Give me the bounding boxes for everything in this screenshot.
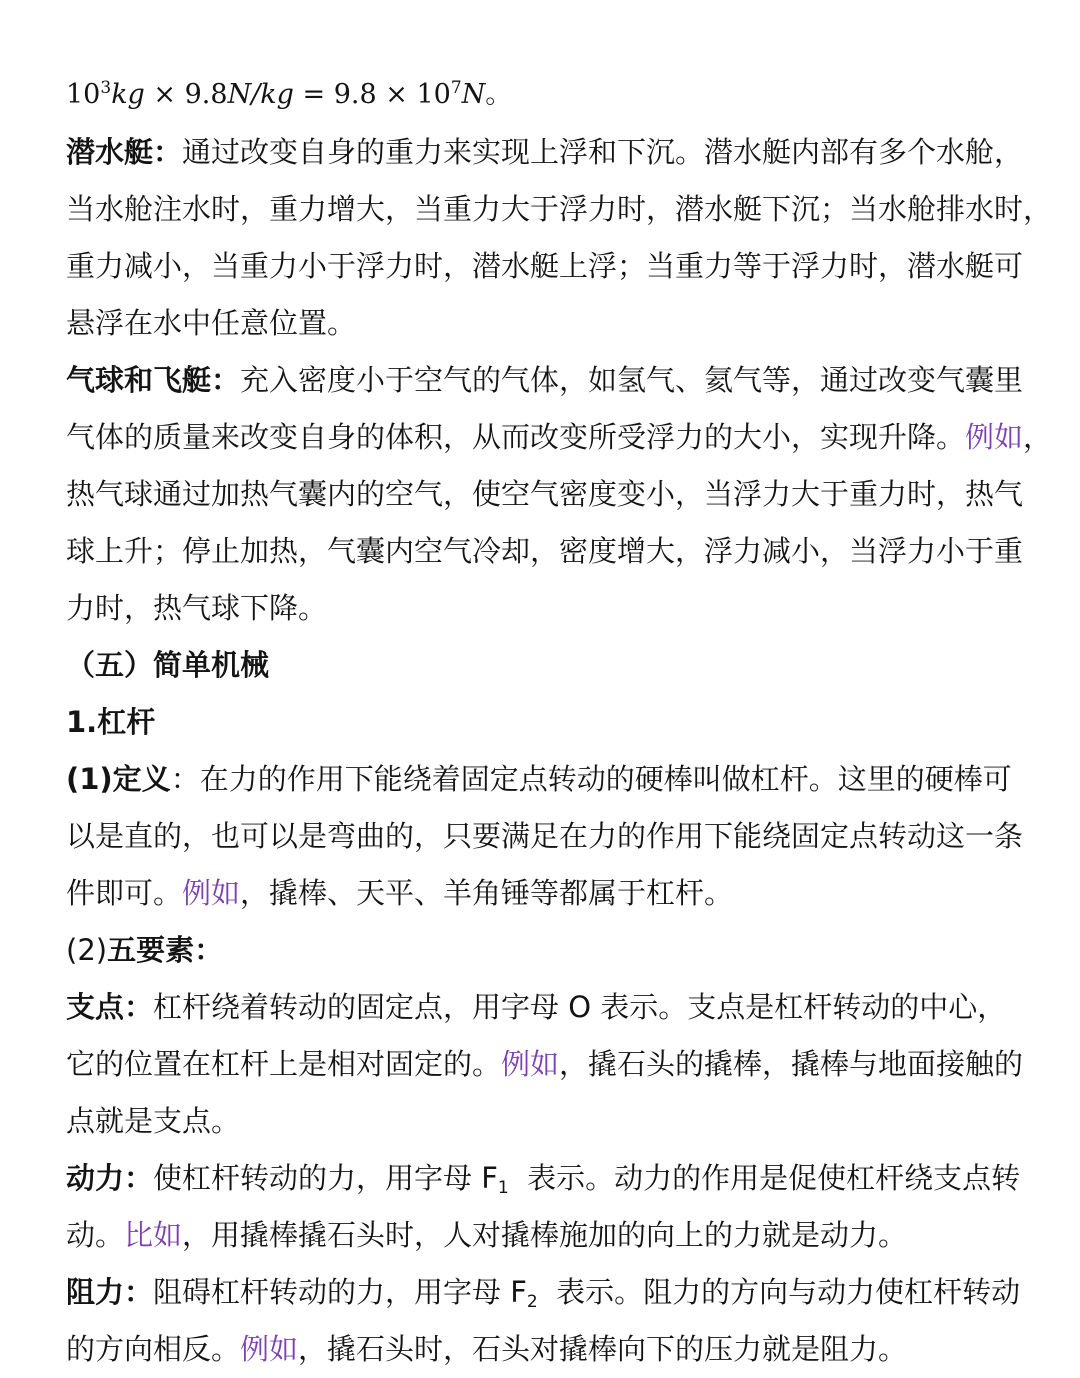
example-marker: 例如 [501,1047,560,1081]
text-span: 阻碍杠杆转动的力，用字母 F [153,1275,527,1309]
text-span: ，撬石头的撬棒，撬棒与地面接触的 [559,1047,1024,1081]
section-heading: （五）简单机械 [66,648,270,682]
formula-line [66,66,1016,124]
text-line: 当水舱注水时，重力增大，当重力大于浮力时，潜水艇下沉；当水舱排水时， [66,192,1053,226]
text-span: ，撬石头时，石头对撬棒向下的压力就是阻力。 [298,1332,908,1366]
text-line [66,865,1016,922]
text-line: 悬浮在水中任意位置。 [66,306,357,340]
text-span: 表示。动力的作用是促使杠杆绕支点转 [508,1161,1021,1195]
text-line [66,1321,1016,1378]
term-submarine: 潜水艇： [66,135,183,169]
effort-line [66,1150,1021,1207]
definition-line [66,751,1016,808]
formula-unit: N [461,79,486,110]
text-span: 件即可。 [66,876,183,910]
formula-base: 10 [66,79,101,110]
formula-exponent: 3 [100,78,112,98]
submarine-paragraph-line [66,124,1024,181]
text-line [66,1207,1016,1264]
text-line: 通过改变自身的重力来实现上浮和下沉。潜水艇内部有多个水舱， [182,135,1024,169]
lever-heading: 1.杠杆 [66,705,156,739]
text-line: 热气球通过加热气囊内的空气，使空气密度变小，当浮力大于重力时，热气 [66,477,1024,511]
formula-unit: N/kg [227,79,294,110]
text-line: 力时，热气球下降。 [66,591,328,625]
text-line: 重力减小，当重力小于浮力时，潜水艇上浮；当重力等于浮力时，潜水艇可 [66,249,1024,283]
formula-end: 。 [485,79,513,110]
formula-exponent: 7 [450,78,462,98]
text-span: (2) [66,933,108,967]
text-span: 在力的作用下能绕着固定点转动的硬棒叫做杠杆。这里的硬棒可 [199,762,1012,796]
text-span: 它的位置在杠杆上是相对固定的。 [66,1047,502,1081]
term-resistance: 阻力： [66,1275,154,1309]
text-span: 动。 [66,1218,125,1252]
text-span: ，用撬棒撬石头时，人对撬棒施加的向上的力就是动力。 [182,1218,908,1252]
text-line: 球上升；停止加热，气囊内空气冷却，密度增大，浮力减小，当浮力小于重 [66,534,1024,568]
term-five-elements: 五要素： [107,933,224,967]
example-marker: 例如 [182,876,241,910]
five-elements-line [66,922,1016,979]
text-span: 使杠杆转动的力，用字母 F [153,1161,498,1195]
text-line: 充入密度小于空气的气体，如氢气、氦气等，通过改变气囊里 [240,363,1024,397]
text-line: 以是直的，也可以是弯曲的，只要满足在力的作用下能绕固定点转动这一条 [66,819,1024,853]
text-span: ， [1023,420,1053,454]
text-span: ，撬棒、天平、羊角锤等都属于杠杆。 [240,876,734,910]
text-span: ： [170,762,200,796]
term-effort: 动力： [66,1161,154,1195]
text-span: 气体的质量来改变自身的体积，从而改变所受浮力的大小，实现升降。 [66,420,966,454]
balloon-paragraph-line [66,352,1024,409]
term-fulcrum: 支点： [66,990,154,1024]
term-balloon: 气球和飞艇： [66,363,241,397]
formula-times: × 9.8 [144,79,228,110]
term-definition: (1)定义 [66,762,171,796]
formula-unit: kg [111,79,145,110]
text-line: 点就是支点。 [66,1104,241,1138]
example-marker: 例如 [240,1332,299,1366]
text-span: 杠杆绕着转动的固定点，用字母 O 表示。支点是杠杆转动的中心， [153,990,1007,1024]
formula-equals: = 9.8 × 10 [293,79,451,110]
subscript: 1 [497,1178,509,1198]
example-marker: 比如 [124,1218,183,1252]
resistance-line [66,1264,1021,1321]
example-marker: 例如 [965,420,1024,454]
document-page [66,66,1053,1378]
text-span: 的方向相反。 [66,1332,241,1366]
fulcrum-line [66,979,1016,1036]
text-line [66,1036,1024,1093]
text-span: 表示。阻力的方向与动力使杠杆转动 [537,1275,1021,1309]
text-line [66,409,1053,466]
subscript: 2 [526,1292,538,1312]
